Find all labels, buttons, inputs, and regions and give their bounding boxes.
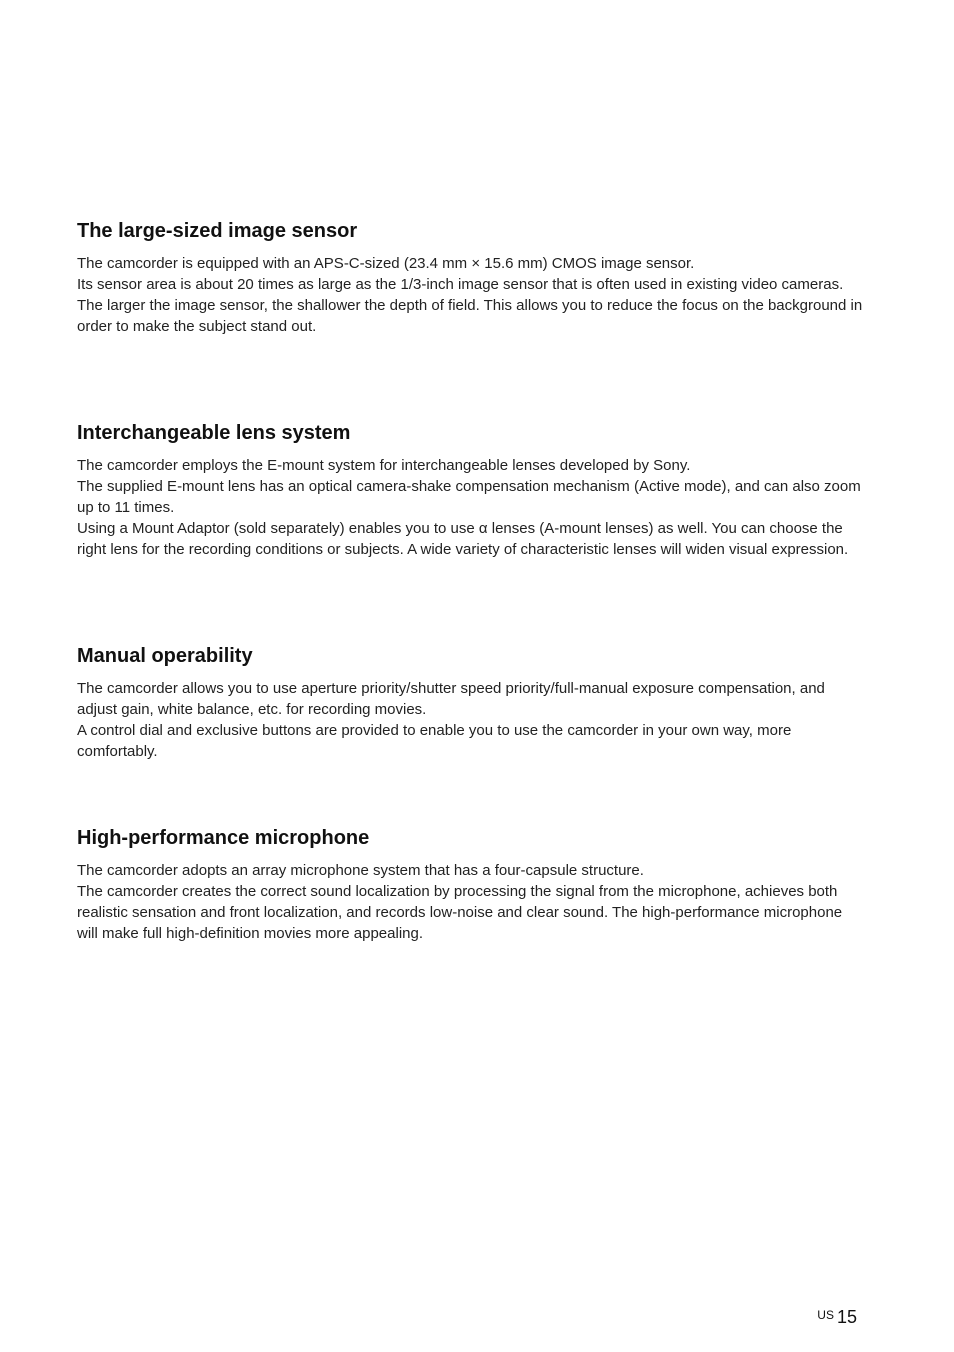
section-heading: High-performance microphone bbox=[77, 827, 370, 849]
paragraph: The camcorder employs the E-mount system for interchangeable lenses developed by Sony. bbox=[77, 457, 691, 474]
paragraph: The larger the image sensor, the shallower the depth of field. This allows you to reduce the focus on the background in order to make the subject stand out. bbox=[77, 297, 863, 335]
paragraph: The camcorder is equipped with an APS-C-sized (23.4 mm × 15.6 mm) CMOS image sensor. bbox=[77, 255, 695, 272]
section-heading: The large-sized image sensor bbox=[77, 220, 358, 242]
section-heading: Interchangeable lens system bbox=[77, 422, 351, 444]
paragraph: Its sensor area is about 20 times as large as the 1/3-inch image sensor that is often used in existing video cameras. bbox=[77, 276, 844, 293]
page-number: 15 bbox=[836, 1307, 857, 1327]
section-image-sensor bbox=[77, 219, 867, 337]
paragraph: A control dial and exclusive buttons are provided to enable you to use the camcorder in your own way, more comfortably. bbox=[77, 722, 792, 760]
section-lens-system bbox=[77, 421, 867, 560]
paragraph: Using a Mount Adaptor (sold separately) enables you to use α lenses (A-mount lenses) as well. You can choose the right lens for the recording conditions or subjects. A wide variety of characteristic lenses will widen visual expression. bbox=[77, 520, 849, 558]
section-microphone bbox=[77, 826, 867, 944]
paragraph: The camcorder adopts an array microphone system that has a four-capsule structure. bbox=[77, 862, 644, 879]
page-region-label: US bbox=[817, 1308, 834, 1322]
page-footer bbox=[817, 1307, 857, 1328]
paragraph: The camcorder allows you to use aperture priority/shutter speed priority/full-manual exposure compensation, and adjust gain, white balance, etc. for recording movies. bbox=[77, 680, 825, 718]
paragraph: The camcorder creates the correct sound localization by processing the signal from the microphone, achieves both realistic sensation and front localization, and records low-noise and clear sound. The high-performance microphone will make full high-definition movies more appealing. bbox=[77, 883, 843, 942]
section-manual-operability bbox=[77, 644, 867, 762]
section-heading: Manual operability bbox=[77, 645, 253, 667]
paragraph: The supplied E-mount lens has an optical camera-shake compensation mechanism (Active mode), and can also zoom up to 11 times. bbox=[77, 478, 861, 516]
